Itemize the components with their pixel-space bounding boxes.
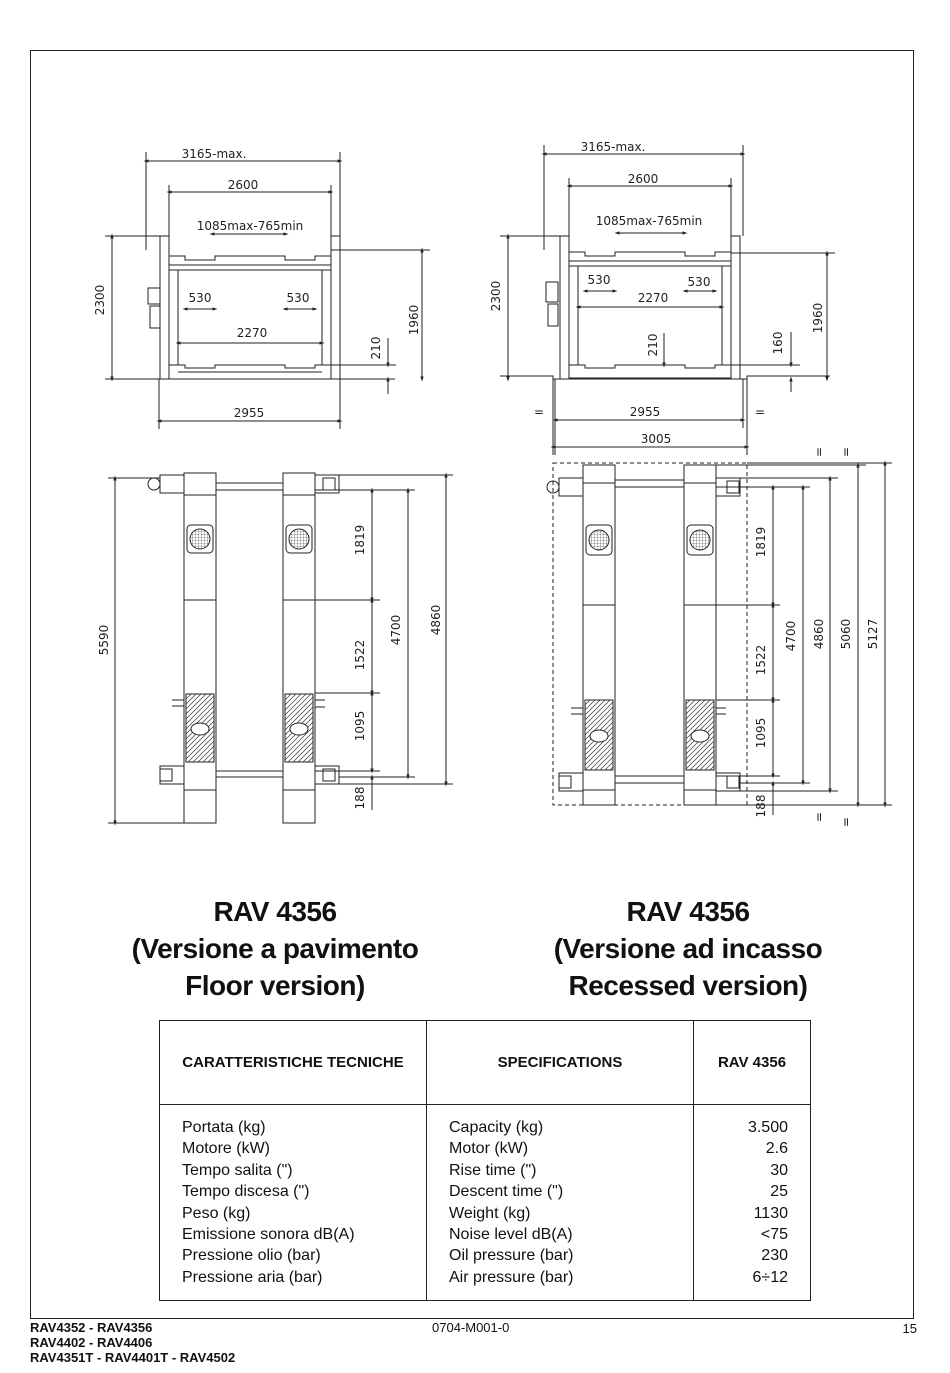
list-item: Oil pressure (bar) [449, 1247, 574, 1265]
dim-seg1: 1819 [353, 524, 367, 556]
dim-overall-max: 3165-max. [181, 147, 247, 161]
values-column [694, 1105, 811, 1301]
list-item: Peso (kg) [182, 1204, 251, 1222]
eq-mark: = [812, 811, 826, 823]
list-item: 30 [770, 1161, 788, 1179]
list-item: Pressione aria (bar) [182, 1268, 323, 1286]
dim-lift-height: 1960 [811, 302, 825, 334]
dim-pad-left: 530 [587, 273, 611, 287]
document-code: 0704-M001-0 [432, 1320, 510, 1335]
title-line: (Versione a pavimento [131, 933, 419, 964]
floor-plan-view [108, 473, 453, 823]
dim-arm-range: 1085max-765min [196, 219, 304, 233]
dim-min-height: 210 [646, 333, 660, 357]
list-item: Tempo discesa (") [182, 1183, 310, 1201]
footer-models [30, 1320, 235, 1365]
title-line: (Versione ad incasso [553, 933, 823, 964]
dim-base-width: 2955 [629, 405, 661, 419]
list-item: Rise time (") [449, 1161, 537, 1179]
list-item: Air pressure (bar) [449, 1268, 574, 1286]
dim-length: 5590 [97, 624, 111, 656]
title-line: Floor version) [185, 970, 365, 1001]
dim-pit-depth: 160 [771, 331, 785, 355]
list-item: Weight (kg) [449, 1204, 531, 1222]
dim-outer-length: 5127 [866, 618, 880, 650]
dim-seg2: 1522 [754, 644, 768, 676]
eq-mark: = [812, 446, 826, 458]
italian-labels-column [160, 1105, 427, 1301]
dim-height: 2300 [93, 284, 107, 316]
table-body-row [160, 1105, 811, 1301]
recessed-version-title [508, 893, 868, 1004]
specifications-table [159, 1020, 811, 1301]
dim-seg4: 188 [754, 794, 768, 818]
list-item: Motore (kW) [182, 1140, 270, 1158]
list-item: Tempo salita (") [182, 1161, 293, 1179]
floor-plan-dim-labels [97, 525, 443, 810]
eq-mark: = [839, 816, 853, 828]
dim-pad-left: 530 [188, 291, 212, 305]
recessed-elevation-dim-labels [489, 140, 825, 446]
title-line: Recessed version) [568, 970, 808, 1001]
model-line: RAV4351T - RAV4401T - RAV4502 [30, 1350, 236, 1365]
dim-pad-right: 530 [286, 291, 310, 305]
list-item: Motor (kW) [449, 1140, 529, 1158]
list-item: 1130 [753, 1204, 788, 1222]
list-item: 2.6 [765, 1140, 788, 1158]
dim-seg1: 1819 [754, 526, 768, 558]
dim-inner-width: 2600 [227, 178, 259, 192]
dim-total: 4860 [429, 604, 443, 636]
dim-base-width: 2955 [233, 406, 265, 420]
dim-seg2: 1522 [353, 639, 367, 671]
table-header-row [160, 1021, 811, 1105]
list-item: 25 [770, 1183, 788, 1201]
dim-run: 4700 [389, 614, 403, 646]
model-line: RAV4402 - RAV4406 [30, 1335, 153, 1350]
dim-run: 4700 [784, 620, 798, 652]
dim-track: 2270 [236, 326, 268, 340]
dim-inner-width: 2600 [627, 172, 659, 186]
list-item: 230 [761, 1247, 788, 1265]
dim-overall-max: 3165-max. [580, 140, 646, 154]
floor-front-elevation [105, 152, 430, 429]
dim-seg3: 1095 [353, 710, 367, 742]
dim-track: 2270 [637, 291, 669, 305]
dim-pit-length: 5060 [839, 618, 853, 650]
title-line: RAV 4356 [626, 896, 750, 927]
list-item: Descent time (") [449, 1183, 564, 1201]
dim-lift-height: 1960 [407, 304, 421, 336]
header-caratteristiche: CARATTERISTICHE TECNICHE [160, 1021, 427, 1105]
dim-total: 4860 [812, 618, 826, 650]
list-item: Portata (kg) [182, 1119, 266, 1136]
dim-pit-width: 3005 [640, 432, 672, 446]
list-item: Capacity (kg) [449, 1119, 544, 1136]
list-item: Noise level dB(A) [449, 1225, 573, 1243]
floor-version-title [95, 893, 455, 1004]
list-item: 6÷12 [752, 1268, 788, 1286]
dim-seg4: 188 [353, 786, 367, 810]
list-item: Pressione olio (bar) [182, 1247, 321, 1265]
title-line: RAV 4356 [213, 896, 337, 927]
eq-mark: = [754, 405, 766, 419]
dim-arm-range: 1085max-765min [595, 214, 703, 228]
english-labels-column [427, 1105, 694, 1301]
dim-pad-right: 530 [687, 275, 711, 289]
dim-seg3: 1095 [754, 717, 768, 749]
list-item: 3.500 [747, 1119, 788, 1136]
dim-height: 2300 [489, 280, 503, 312]
header-model: RAV 4356 [694, 1021, 811, 1105]
dim-min-height: 210 [369, 336, 383, 360]
list-item: <75 [760, 1225, 788, 1243]
page-number: 15 [902, 1321, 917, 1336]
model-line: RAV4352 - RAV4356 [30, 1320, 153, 1335]
list-item: Emissione sonora dB(A) [182, 1225, 355, 1243]
eq-mark: = [533, 405, 545, 419]
eq-mark: = [839, 446, 853, 458]
header-specifications: SPECIFICATIONS [427, 1021, 694, 1105]
